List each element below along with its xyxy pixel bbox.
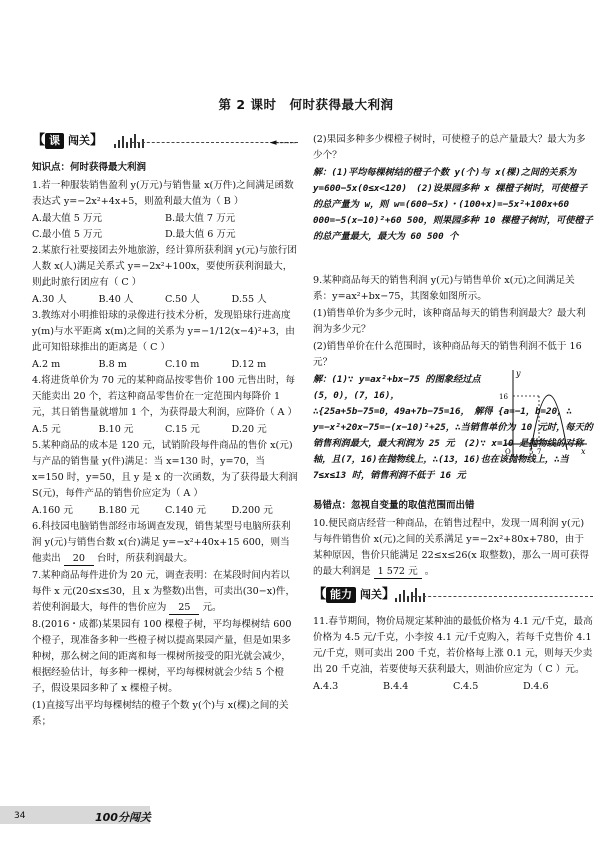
question-7 (32, 568, 298, 616)
badge-label: 闯关 (68, 134, 91, 147)
option: B.4.4 (383, 681, 409, 692)
question-9-part-1: (1)销售单价为多少元时，该种商品每天的销售利润最大？最大利润为多少元？ (313, 308, 586, 335)
question-6-tail: 台时，所获利润最大。 (96, 553, 193, 564)
question-1-options (32, 211, 298, 243)
option: B.180 元 (98, 505, 140, 516)
option: A.30 人 (32, 294, 67, 305)
option: C.10 m (165, 359, 200, 370)
option: C.最小值 5 万元 (32, 229, 103, 240)
question-11-options (313, 679, 593, 695)
answer-blank: 20 (64, 553, 94, 566)
question-9: 9.某种商品每天的销售利润 y(元)与销售单价 x(元)之间满足关系：y=ax²+bx−75，其图象如图所示。 (313, 275, 575, 302)
option: A.4.3 (313, 681, 339, 692)
question-3: 3.教练对小明推铅球的录像进行技术分析，发现铅球行进高度 y(m)与水平距离 x(m)之间的关系为 y=−1/12(x−4)²+3，由此可知铅球推出的距离是（ C ） (32, 310, 295, 353)
question-8: 8.(2016・成都)某果园有 100 棵橙子树，平均每棵树结 600 个橙子，现准备多种一些橙子树以提高果园产量，但是如果多种树，那么树之间的距离和每一棵树所接受的阳光就会减少，根据经验估计，每多种一棵树，平均每棵树就会少结 5 个橙子，假设果园多种了 x 棵橙子树。 (32, 619, 292, 694)
option: B.40 人 (98, 294, 134, 305)
option: B.10 元 (98, 424, 134, 435)
option: D.200 元 (231, 505, 273, 516)
error-point-heading: 易错点：忽视自变量的取值范围而出错 (313, 500, 475, 511)
question-5: 5.某种商品的成本是 120 元，试销阶段每件商品的售价 x(元)与产品的销售量 y(件)满足：当 x=130 时，y=70，当 x=150 时，y=50，且 y 是 x 的一次函数，为了获得最大利润 S(元)，每件产品的销售价应定为（ A ） (32, 440, 298, 499)
question-7-text: 7.某种商品每件进价为 20 元，调查表明：在某段时间内若以每件 x 元(20≤x≤30，且 x 为整数)出售，可卖出(30−x)件，若使利润最大，每件的售价应为 (32, 570, 296, 613)
page-number: 34 (14, 811, 26, 821)
option: A.2 m (32, 359, 61, 370)
question-2: 2.某旅行社要接团去外地旅游，经计算所获利润 y(元)与旅行团人数 x(人)满足关系式 y=−2x²+100x，要使所获利润最大，则此时旅行团应有（ C ） (32, 245, 297, 288)
lesson-title: 第 2 课时 何时获得最大利润 (218, 97, 394, 112)
x-axis-label: x (581, 447, 586, 456)
question-5-options (32, 503, 298, 519)
option: D.4.6 (523, 681, 549, 692)
option: C.4.5 (453, 681, 479, 692)
option: A.160 元 (32, 505, 73, 516)
option: B.最大值 7 万元 (165, 213, 236, 224)
badge-dark: 能力 (326, 587, 356, 603)
question-9-part-2: (2)销售单价在什么范围时，该种商品每天的销售利润不低于 16 元？ (313, 341, 582, 368)
bracket-open: 【 (32, 133, 46, 148)
option: C.140 元 (165, 505, 207, 516)
option: A.5 元 (32, 424, 61, 435)
question-10 (313, 516, 593, 580)
origin-label: O (505, 448, 511, 456)
arrow-marker: ◄------ (269, 138, 296, 148)
section-badge (313, 586, 395, 604)
knowledge-point-heading: 知识点：何时获得最大利润 (32, 162, 147, 173)
question-10-tail: 。 (424, 566, 435, 577)
question-8-solution: 解：(1)平均每棵树结的橙子个数 y(个)与 x(棵)之间的关系为 y=600−5x(0≤x<120) (2)设果园多种 x 棵橙子树时，可使橙子的总产量为 w，则 w=(600−5x)・(100+x)=−5x²+100x+60 000=−5(x−10)²+60 500，则果园多种 10 棵橙子树时，可使橙子的总产量最大，最大为 60 500 个 (313, 167, 593, 242)
bracket-close: 】 (90, 133, 104, 148)
question-4-options (32, 422, 298, 438)
bracket-open: 【 (313, 587, 327, 602)
question-11: 11.春节期间，物价局规定某种油的最低价格为 4.1 元/千克，最高价格为 4.5 元/千克，小李按 4.1 元/千克购入，若每千克售价 4.1 元/千克，则可卖出 200 千克，若价格每上涨 0.1 元，则每天少卖出 20 千克油，若要使每天获利最大，则油价应定为（ C ）元。 (313, 616, 593, 675)
question-9-solution-body: ∴{25a+5b−75=0，49a+7b−75=16， 解得 {a=−1，b=20，∴ y=−x²+20x−75=−(x−10)²+25，∴当销售单价为 10 元时，每天的销售利润最大，最大利润为 25 元 (2)∵ x=10 是抛物线的对称轴，且(7，16)在抛物线上，∴(13，16)也在该抛物线上，∴当 7≤x≤13 时，销售利润不低于 16 元 (313, 406, 593, 481)
option: B.8 m (98, 359, 127, 370)
question-3-options (32, 357, 298, 373)
y-axis-label: y (516, 369, 521, 378)
question-4: 4.将进货单价为 70 元的某种商品按零售价 100 元售出时，每天能卖出 20 个，若这种商品零售价在一定范围内每降价 1 元，其日销售量就增加 1 个，为获得最大利润，应降价（ A ） (32, 375, 298, 418)
bracket-close: 】 (382, 587, 396, 602)
option: C.50 人 (165, 294, 200, 305)
question-9-solution-block (313, 369, 593, 484)
parabola-graph (491, 366, 591, 462)
option: A.最大值 5 万元 (32, 213, 103, 224)
question-1: 1.若一种服装销售盈利 y(万元)与销售量 x(万件)之间满足函数表达式 y=−2x²+4x+5，则盈利最大值为（ B ） (32, 180, 294, 207)
right-column (313, 132, 593, 695)
parabola-curve (531, 395, 567, 450)
option: D.最大值 6 万元 (165, 229, 236, 240)
question-8-part-1: (1)直接写出平均每棵树结的橙子个数 y(个)与 x(棵)之间的关系； (32, 700, 289, 727)
question-6-text: 6.科技园电脑销售部经市场调查发现，销售某型号电脑所获利润 y(元)与销售台数 x(台)满足 y=−x²+40x+15 600，则当他卖出 (32, 521, 291, 564)
question-9-solution-head: 解：(1)∵ y=ax²+bx−75 的图象经过点(5，0)，(7，16)， (313, 374, 481, 401)
badge-dark: 课 (45, 133, 64, 149)
tick-label-7: 7 (537, 448, 542, 456)
tick-label-5: 5 (529, 448, 534, 456)
question-10-text: 10.便民商店经营一种商品，在销售过程中，发现一周利润 y(元)与每件销售价 x(元)之间的关系满足 y=−2x²+80x+780，由于某种原因，售价只能满足 22≤x≤26(x 取整数)，那么一周可获得的最大利润是 (313, 518, 589, 577)
badge-label: 闯关 (360, 588, 383, 601)
decorative-bars-icon (395, 588, 425, 602)
question-6 (32, 519, 298, 567)
brand-logo: 100分闯关 (95, 811, 151, 824)
question-7-tail: 元。 (202, 602, 222, 613)
question-2-options (32, 292, 298, 308)
option: D.20 元 (231, 424, 267, 435)
section-badge (32, 132, 103, 150)
option: D.12 m (231, 359, 267, 370)
section-banner-basic (32, 132, 298, 150)
question-8-part-2: (2)果园多种多少棵橙子树时，可使橙子的总产量最大？最大为多少个？ (313, 134, 586, 161)
section-banner-ability (313, 586, 593, 604)
answer-blank: 1 572 元 (374, 566, 422, 579)
divider-line (413, 596, 593, 597)
option: C.15 元 (165, 424, 200, 435)
tick-label-16: 16 (499, 393, 508, 401)
answer-blank: 25 (169, 602, 199, 615)
left-column (32, 132, 298, 731)
decorative-bars-icon (114, 134, 144, 148)
option: D.55 人 (231, 294, 267, 305)
